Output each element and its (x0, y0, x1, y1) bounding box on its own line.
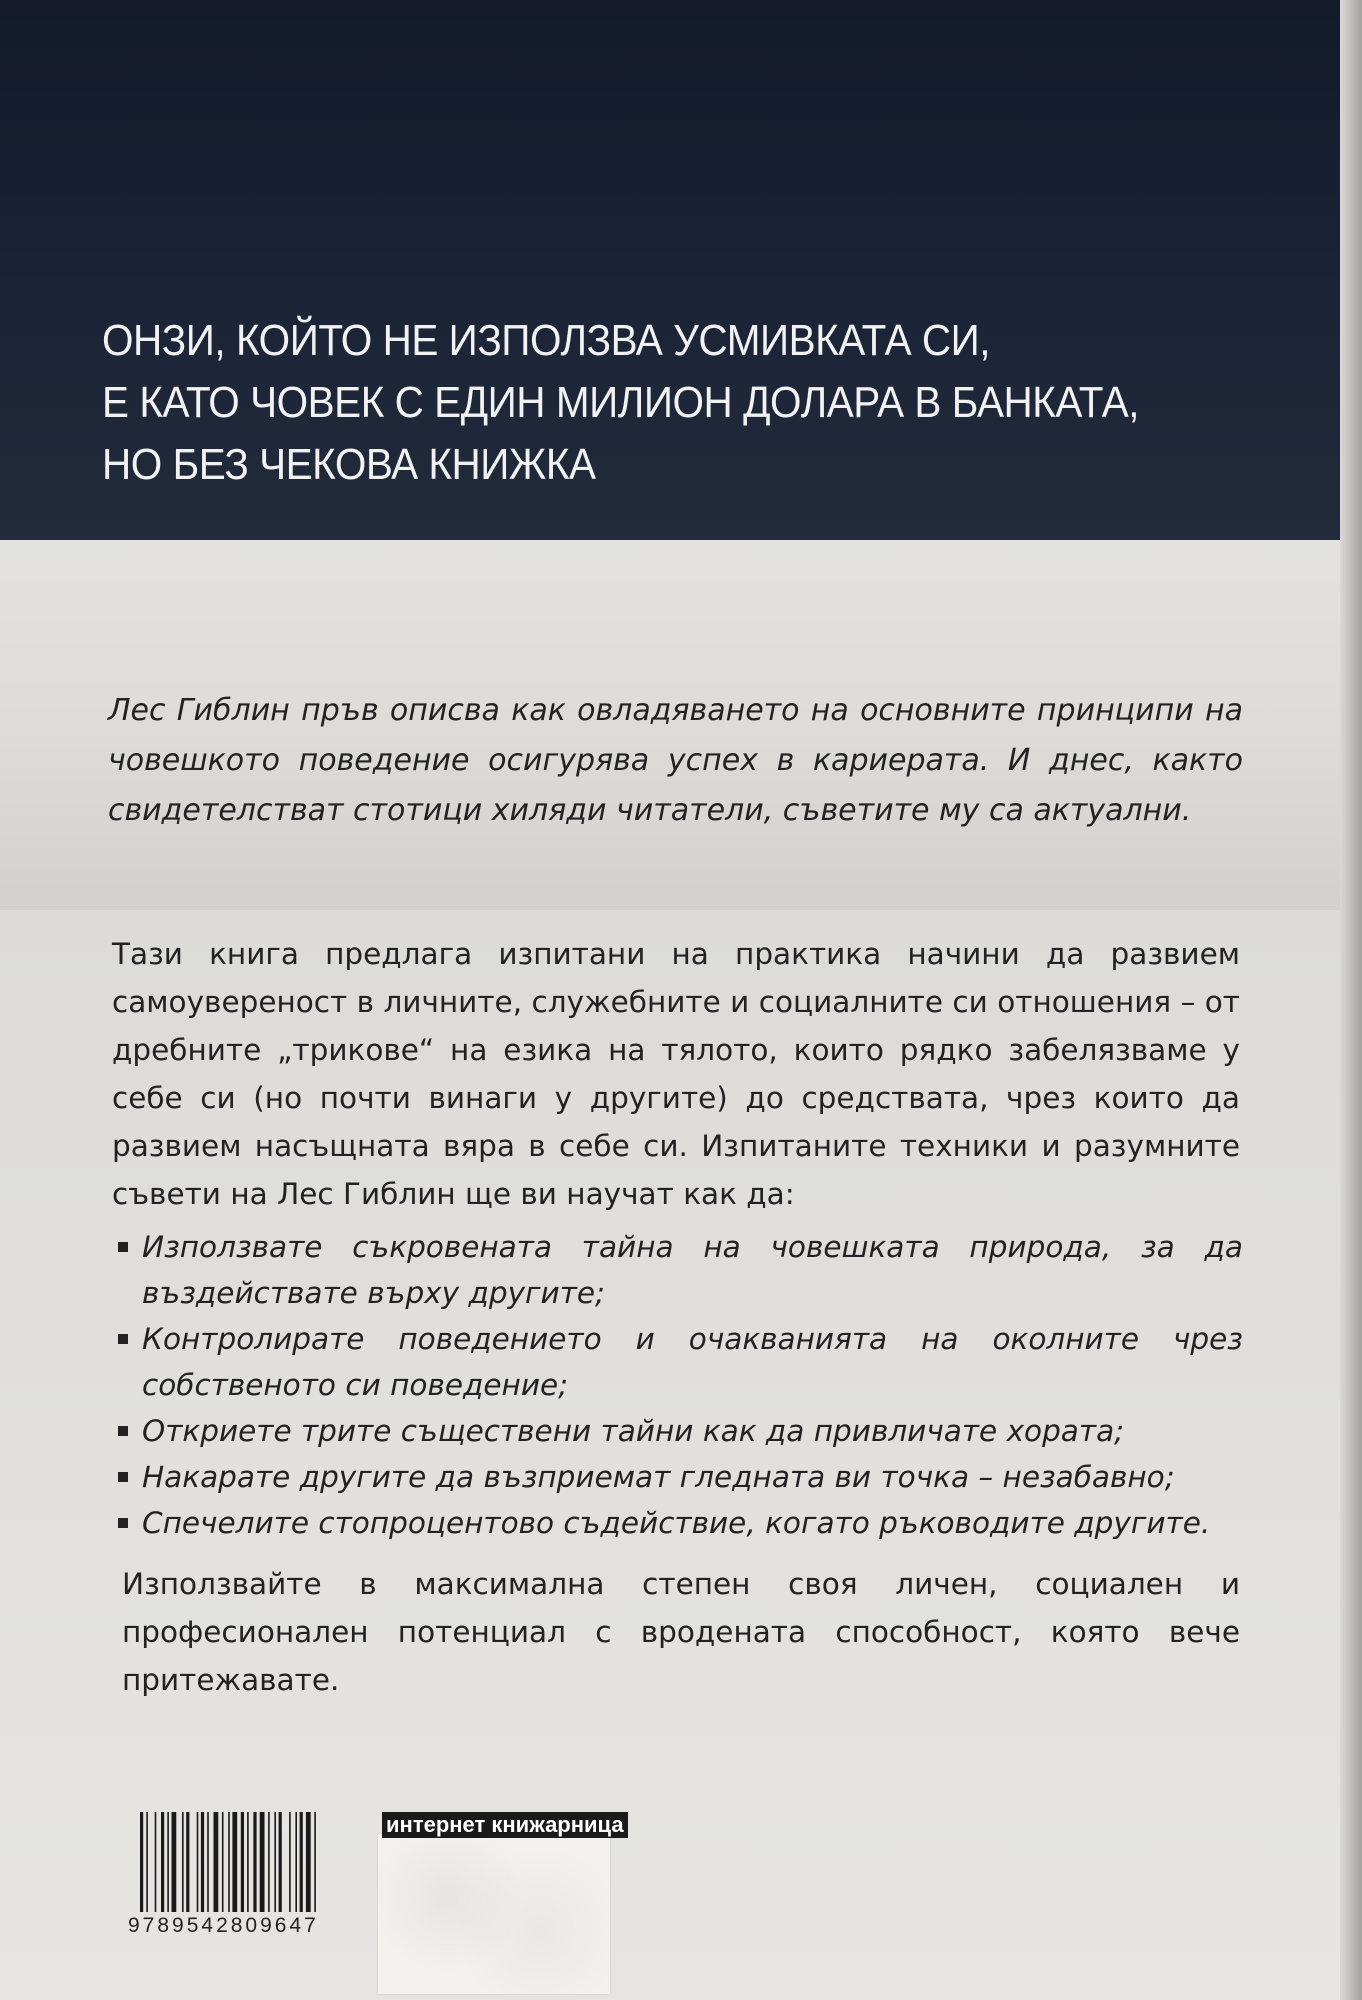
list-item (118, 1316, 1243, 1408)
barcode-bar (279, 1812, 282, 1912)
quote-line-3: НО БЕЗ ЧЕКОВА КНИЖКА (102, 440, 596, 489)
list-item-text: Откриете трите съществени тайни как да привличате хората; (142, 1414, 1125, 1448)
barcode-bar (140, 1812, 143, 1912)
barcode-bar (222, 1812, 224, 1912)
bullet-square-icon (118, 1472, 128, 1482)
bullet-square-icon (118, 1518, 128, 1528)
barcode-bar (197, 1812, 199, 1912)
barcode-bar (268, 1812, 270, 1912)
barcode-bar (186, 1812, 189, 1912)
list-item (118, 1454, 1243, 1500)
barcode-bar (241, 1812, 244, 1912)
quote-line-1: ОНЗИ, КОЙТО НЕ ИЗПОЛЗВА УСМИВКАТА СИ, (102, 316, 991, 365)
barcode-bar (161, 1812, 164, 1912)
intro-paragraph: Лес Гиблин пръв описва как овладяването на основните принципи на човешкото поведение осигурява успех в кариерата. И днес, както свидетелстват стотици хиляди читатели, съветите му са актуални. (108, 693, 1243, 828)
store-label: интернет книжарница (382, 1812, 628, 1838)
barcode-bar (306, 1812, 311, 1912)
bullet-square-icon (118, 1334, 128, 1344)
quote-line-2: Е КАТО ЧОВЕК С ЕДИН МИЛИОН ДОЛАРА В БАНКАТА, (102, 378, 1140, 427)
bullet-square-icon (118, 1242, 128, 1252)
bullet-square-icon (118, 1426, 128, 1436)
list-item-text: Спечелите стопроцентово съдействие, когато ръководите другите. (142, 1506, 1211, 1540)
closing-paragraph: Използвайте в максимална степен своя личен, социален и професионален потенциал с вродената способност, която вече притежавате. (122, 1567, 1240, 1697)
list-item-text: Контролирате поведението и очакванията на околните чрез собственото си поведение; (142, 1322, 1243, 1402)
isbn-barcode (128, 1812, 368, 1946)
barcode-bar (260, 1812, 265, 1912)
barcode-bar (295, 1812, 297, 1912)
list-item (118, 1500, 1243, 1546)
barcode-bar (214, 1812, 219, 1912)
isbn-number: 9789542809647 (128, 1914, 319, 1937)
barcode-bar (314, 1812, 316, 1912)
barcode-bar (253, 1812, 256, 1912)
barcode-bar (300, 1812, 303, 1912)
benefits-list (118, 1224, 1243, 1546)
barcode-bar (201, 1812, 204, 1912)
barcode-bar (274, 1812, 276, 1912)
barcode-icon (140, 1812, 366, 1912)
barcode-bar (167, 1812, 169, 1912)
list-item (118, 1224, 1243, 1316)
barcode-bar (207, 1812, 209, 1912)
cover-quote (102, 310, 1169, 496)
list-item-text: Използвате съкровената тайна на човешката природа, за да въздействате върху другите; (142, 1230, 1243, 1310)
barcode-bar (172, 1812, 177, 1912)
barcode-bar (247, 1812, 249, 1912)
list-item-text: Накарате другите да възприемат гледната ви точка – незабавно; (142, 1460, 1175, 1494)
list-item (118, 1408, 1243, 1454)
barcode-bar (182, 1812, 184, 1912)
price-sticker (378, 1834, 610, 1994)
description-paragraph: Тази книга предлага изпитани на практика начини да развием самоувереност в личните, служебните и социалните си отношения – от дребните „трикове“ на езика на тялото, които рядко забелязваме у себе си (но почти винаги у другите) до средствата, чрез които да развием насъщната вяра в себе си. Изпитаните техники и разумните съвети на Лес Гиблин ще ви научат как да: (112, 937, 1240, 1211)
barcode-bar (289, 1812, 291, 1912)
barcode-bar (155, 1812, 157, 1912)
barcode-bar (228, 1812, 230, 1912)
barcode-bar (232, 1812, 237, 1912)
barcode-bar (146, 1812, 148, 1912)
